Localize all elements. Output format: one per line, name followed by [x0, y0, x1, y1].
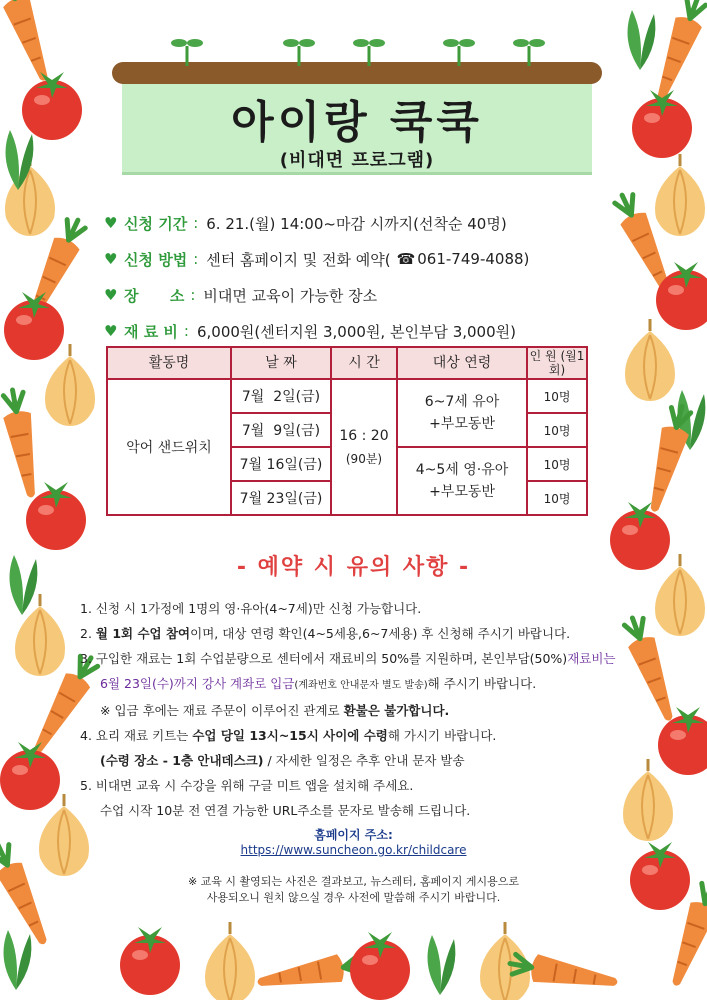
notice-item-4-cont [80, 748, 640, 773]
notice-item-2 [80, 621, 640, 646]
notice-emphasis: 6월 23일(수)까지 강사 계좌로 입금 [100, 676, 295, 691]
footer-note [0, 874, 707, 906]
planter-box [122, 80, 592, 175]
info-value: 비대면 교육이 가능한 장소 [203, 286, 378, 305]
info-label: 신청 기간 [124, 214, 188, 233]
notice-item-3-warning [80, 698, 640, 723]
notice-text: 4. 요리 재료 키트는 [80, 728, 193, 743]
notice-text: 해 주시기 바랍니다. [427, 676, 537, 691]
date-cell: 7월 2일(금) [231, 379, 331, 413]
info-value: 6,000원(센터지원 3,000원, 본인부담 3,000원) [196, 322, 516, 341]
notice-item-3-cont [80, 671, 640, 698]
homepage-title: 홈페이지 주소: [314, 828, 393, 842]
people-cell: 10명 [527, 447, 587, 481]
info-value: 센터 홈페이지 및 전화 예약( [206, 250, 391, 269]
sprout-icon [170, 32, 204, 66]
notice-emphasis: (수령 장소 - 1층 안내데스크) [100, 753, 264, 768]
info-row-method [104, 241, 574, 277]
sprout-icon [282, 32, 316, 66]
notice-note: (계좌번호 안내문자 별도 발송) [294, 680, 428, 691]
notice-emphasis: 수업 당일 13시~15시 사이에 수령 [192, 728, 388, 743]
homepage-link[interactable]: https://www.suncheon.go.kr/childcare [240, 843, 467, 857]
sprout-icon [442, 32, 476, 66]
heart-icon: ♥ [104, 322, 118, 340]
age-cell: 4~5세 영·유아 +부모동반 [397, 447, 527, 515]
date-cell: 7월 16일(금) [231, 447, 331, 481]
heart-icon: ♥ [104, 250, 118, 268]
notice-item-4 [80, 723, 640, 748]
time-cell [331, 379, 397, 515]
column-header-activity: 활동명 [107, 347, 231, 379]
notice-emphasis: 월 1회 수업 참여 [95, 626, 191, 641]
info-row-place [104, 277, 574, 313]
age-cell: 6~7세 유아 +부모동반 [397, 379, 527, 447]
column-header-date: 날 짜 [231, 347, 331, 379]
column-header-time: 시 간 [331, 347, 397, 379]
notice-text: ※ 입금 후에는 재료 주문이 이루어진 관계로 [100, 703, 344, 718]
notice-heading: - 예약 시 유의 사항 - [236, 555, 471, 580]
column-header-people: 인 원 (월1회) [527, 347, 587, 379]
info-value: 6. 21.(월) 14:00~마감 시까지(선착순 40명) [206, 214, 507, 233]
notice-text: 2. [80, 626, 96, 641]
footer-line: ※ 교육 시 촬영되는 사진은 결과보고, 뉴스레터, 홈페이지 게시용으로 [187, 875, 520, 888]
date-cell: 7월 23일(금) [231, 481, 331, 515]
colon: : [193, 214, 199, 232]
phone-number: 061-749-4088) [417, 250, 530, 268]
sprout-icon [512, 32, 546, 66]
table-row [107, 379, 587, 413]
homepage-block [0, 826, 707, 857]
notice-item-5: 5. 비대면 교육 시 수강을 위해 구글 미트 앱을 설치해 주세요. [80, 778, 414, 793]
sprout-icon [352, 32, 386, 66]
people-cell: 10명 [527, 413, 587, 447]
info-list [104, 205, 574, 349]
telephone-icon: ☎ [396, 250, 416, 268]
notice-text: 이며, 대상 연령 확인(4~5세용,6~7세용) 후 신청해 주시기 바랍니다. [190, 626, 571, 641]
colon: : [183, 322, 189, 340]
date-cell: 7월 9일(금) [231, 413, 331, 447]
footer-line: 사용되오니 원치 않으실 경우 사전에 말씀해 주시기 바랍니다. [206, 891, 501, 904]
notice-text: 해 가시기 바랍니다. [387, 728, 497, 743]
info-label: 재 료 비 [124, 322, 178, 341]
people-cell: 10명 [527, 481, 587, 515]
info-row-fee [104, 313, 574, 349]
activity-cell: 악어 샌드위치 [107, 379, 231, 515]
info-row-period [104, 205, 574, 241]
time-value: 16 : 20 [339, 427, 389, 444]
colon: : [190, 286, 196, 304]
notice-emphasis: 재료비는 [567, 651, 616, 666]
notice-item-5-cont: 수업 시작 10분 전 연결 가능한 URL주소를 문자로 발송해 드립니다. [100, 803, 471, 818]
notice-item-3 [80, 646, 640, 671]
info-label: 장 소 [124, 286, 185, 305]
notice-text: / 자세한 일정은 추후 안내 문자 발송 [263, 753, 465, 768]
notice-item-1: 1. 신청 시 1가정에 1명의 영·유아(4~7세)만 신청 가능합니다. [80, 601, 422, 616]
people-cell: 10명 [527, 379, 587, 413]
table-header-row [107, 347, 587, 379]
notice-text: 3. 구입한 재료는 1회 수업분량으로 센터에서 재료비의 50%를 지원하며, 본인부담(50%) [80, 651, 568, 666]
notice-list [80, 596, 640, 823]
notice-emphasis: 환불은 불가합니다. [343, 703, 450, 718]
page-title: 아이랑 쿡쿡 [231, 97, 483, 148]
heart-icon: ♥ [104, 286, 118, 304]
title-banner [112, 62, 602, 172]
heart-icon: ♥ [104, 214, 118, 232]
schedule-table [106, 346, 588, 516]
duration-value: (90분) [345, 451, 383, 466]
column-header-age: 대상 연령 [397, 347, 527, 379]
info-label: 신청 방법 [124, 250, 188, 269]
colon: : [193, 250, 199, 268]
page-subtitle: (비대면 프로그램) [279, 150, 435, 171]
